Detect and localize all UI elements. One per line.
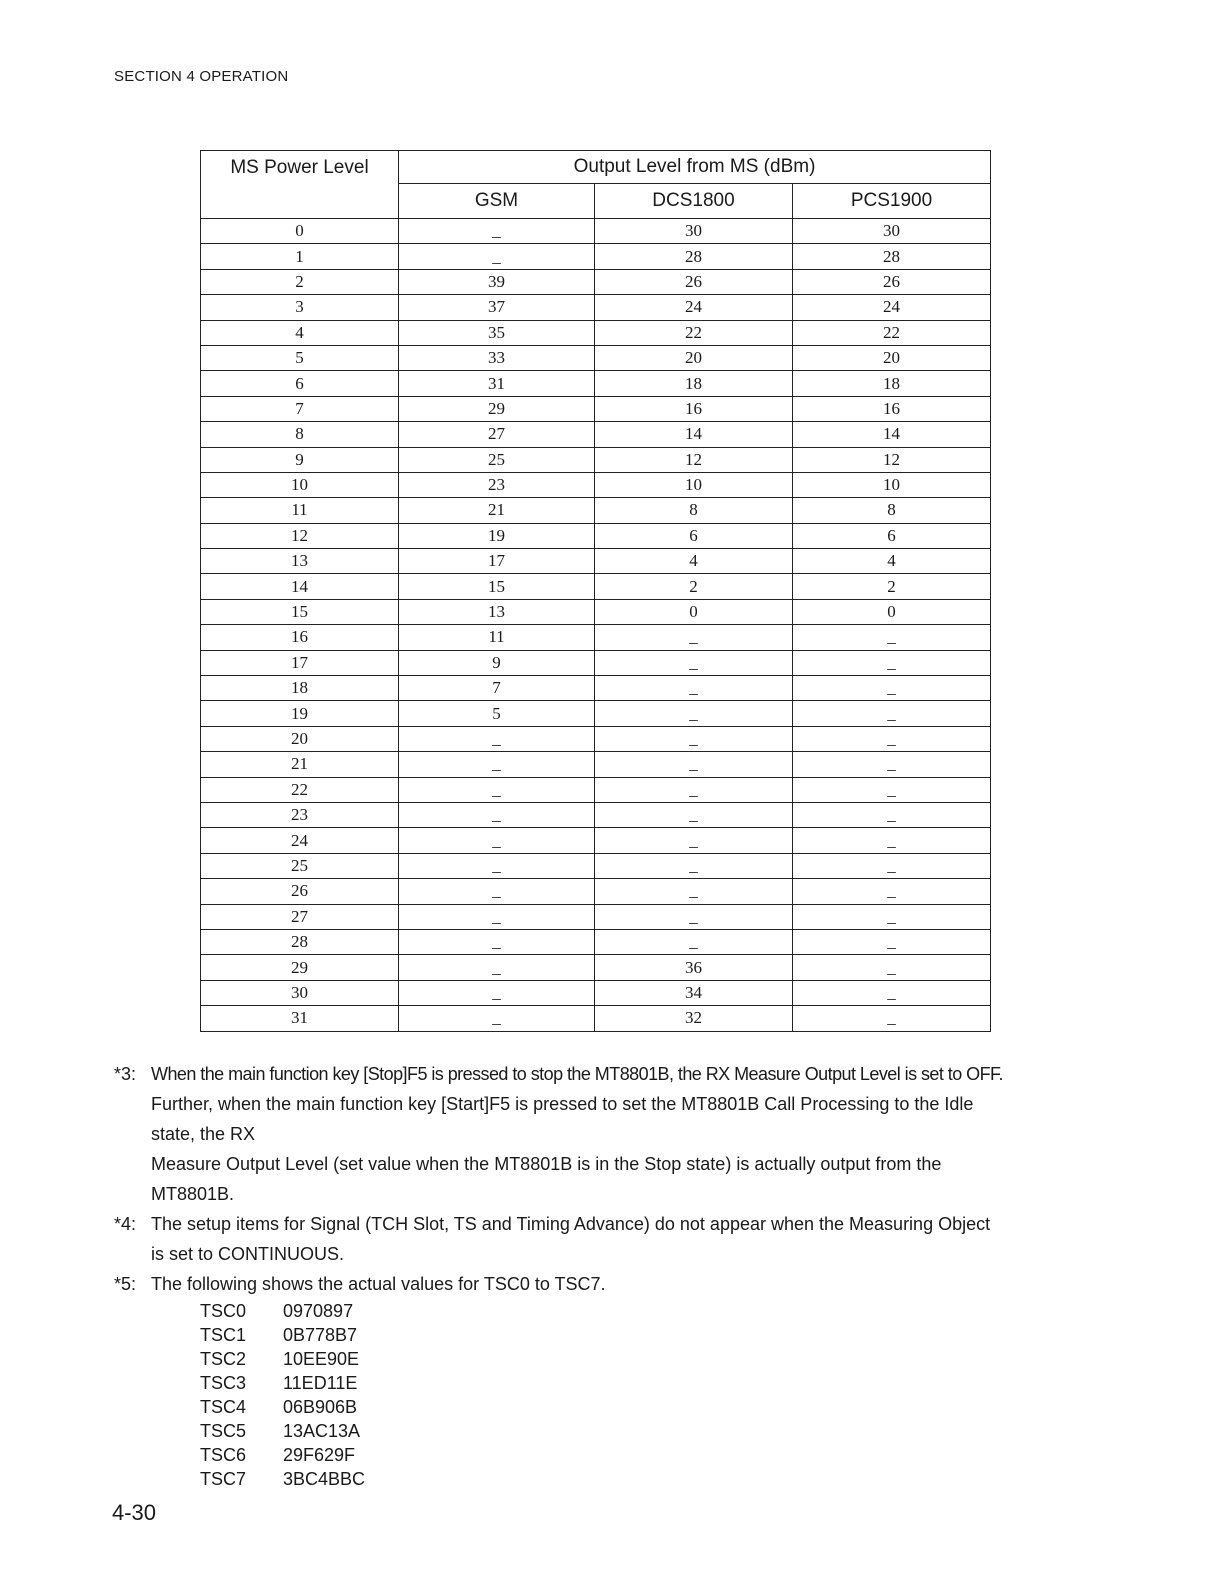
tsc-name: TSC2 [200, 1349, 247, 1369]
cell-ms-level: 30 [201, 980, 399, 1005]
cell-ms-level: 18 [201, 676, 399, 701]
table-row [201, 295, 991, 320]
cell-pcs1900: 4 [793, 549, 991, 574]
cell-dcs1800: 8 [595, 498, 793, 523]
cell-dcs1800: _ [595, 929, 793, 954]
cell-dcs1800: _ [595, 701, 793, 726]
table-row [201, 219, 991, 244]
table-row [201, 269, 991, 294]
table-row [201, 244, 991, 269]
cell-pcs1900: 24 [793, 295, 991, 320]
cell-pcs1900: 22 [793, 320, 991, 345]
cell-ms-level: 0 [201, 219, 399, 244]
cell-dcs1800: 14 [595, 422, 793, 447]
cell-ms-level: 29 [201, 955, 399, 980]
cell-gsm: _ [399, 1006, 595, 1031]
cell-dcs1800: _ [595, 853, 793, 878]
cell-pcs1900: 6 [793, 523, 991, 548]
tsc-value: 13AC13A [283, 1421, 361, 1441]
cell-dcs1800: 32 [595, 1006, 793, 1031]
cell-ms-level: 22 [201, 777, 399, 802]
cell-gsm: 7 [399, 676, 595, 701]
cell-gsm: 19 [399, 523, 595, 548]
table-row [201, 371, 991, 396]
note-line: is set to CONTINUOUS. [151, 1244, 345, 1264]
cell-ms-level: 26 [201, 879, 399, 904]
cell-pcs1900: 8 [793, 498, 991, 523]
cell-dcs1800: 34 [595, 980, 793, 1005]
cell-ms-level: 16 [201, 625, 399, 650]
cell-pcs1900: _ [793, 650, 991, 675]
tsc-name: TSC7 [200, 1469, 247, 1489]
cell-ms-level: 14 [201, 574, 399, 599]
note-5 [114, 1269, 1094, 1299]
table-row [201, 853, 991, 878]
cell-ms-level: 31 [201, 1006, 399, 1031]
cell-ms-level: 28 [201, 929, 399, 954]
note-line: MT8801B. [151, 1184, 235, 1204]
tsc-value: 0B778B7 [283, 1325, 358, 1345]
table-row [201, 676, 991, 701]
cell-pcs1900: 12 [793, 447, 991, 472]
table-row [201, 320, 991, 345]
table-row [201, 828, 991, 853]
table-row [201, 726, 991, 751]
cell-ms-level: 9 [201, 447, 399, 472]
cell-dcs1800: 18 [595, 371, 793, 396]
table-row [201, 472, 991, 497]
cell-gsm: _ [399, 828, 595, 853]
cell-gsm: _ [399, 219, 595, 244]
cell-gsm: _ [399, 904, 595, 929]
cell-pcs1900: _ [793, 904, 991, 929]
cell-ms-level: 7 [201, 396, 399, 421]
cell-pcs1900: _ [793, 676, 991, 701]
cell-dcs1800: _ [595, 726, 793, 751]
table-row [201, 599, 991, 624]
cell-gsm: 17 [399, 549, 595, 574]
cell-gsm: 15 [399, 574, 595, 599]
cell-gsm: _ [399, 726, 595, 751]
cell-dcs1800: 2 [595, 574, 793, 599]
cell-pcs1900: _ [793, 853, 991, 878]
cell-ms-level: 27 [201, 904, 399, 929]
cell-pcs1900: 10 [793, 472, 991, 497]
tsc-row [200, 1395, 1094, 1419]
cell-ms-level: 5 [201, 345, 399, 370]
cell-gsm: 5 [399, 701, 595, 726]
header-pcs1900: PCS1900 [793, 184, 991, 219]
tsc-value: 3BC4BBC [283, 1469, 366, 1489]
tsc-row [200, 1419, 1094, 1443]
table-row [201, 447, 991, 472]
note-marker: *5: [114, 1274, 137, 1294]
cell-pcs1900: _ [793, 828, 991, 853]
cell-dcs1800: 20 [595, 345, 793, 370]
table-row [201, 396, 991, 421]
cell-ms-level: 15 [201, 599, 399, 624]
table-row [201, 879, 991, 904]
cell-dcs1800: _ [595, 904, 793, 929]
note-line: Measure Output Level (set value when the MT8801B is in the Stop state) is actually output from the [151, 1154, 942, 1174]
cell-pcs1900: 20 [793, 345, 991, 370]
cell-dcs1800: 26 [595, 269, 793, 294]
cell-gsm: _ [399, 752, 595, 777]
table-row [201, 498, 991, 523]
note-marker: *4: [114, 1214, 137, 1234]
note-line: Further, when the main function key [Start]F5 is pressed to set the MT8801B Call Processing to the Idle [151, 1094, 974, 1114]
notes [114, 1059, 1094, 1491]
tsc-name: TSC6 [200, 1445, 247, 1465]
cell-dcs1800: _ [595, 828, 793, 853]
cell-gsm: 11 [399, 625, 595, 650]
cell-ms-level: 6 [201, 371, 399, 396]
tsc-row [200, 1443, 1094, 1467]
cell-dcs1800: 30 [595, 219, 793, 244]
note-marker: *3: [114, 1064, 137, 1084]
cell-pcs1900: 16 [793, 396, 991, 421]
table-row [201, 802, 991, 827]
cell-pcs1900: _ [793, 929, 991, 954]
cell-dcs1800: 12 [595, 447, 793, 472]
cell-ms-level: 3 [201, 295, 399, 320]
cell-gsm: _ [399, 777, 595, 802]
tsc-name: TSC1 [200, 1325, 247, 1345]
cell-dcs1800: 36 [595, 955, 793, 980]
tsc-row [200, 1467, 1094, 1491]
cell-gsm: 27 [399, 422, 595, 447]
tsc-name: TSC4 [200, 1397, 247, 1417]
section-header: SECTION 4 OPERATION [114, 68, 289, 85]
table-row [201, 1006, 991, 1031]
cell-dcs1800: _ [595, 879, 793, 904]
table-row [201, 523, 991, 548]
cell-gsm: 13 [399, 599, 595, 624]
power-level-table [200, 150, 991, 1032]
cell-gsm: _ [399, 980, 595, 1005]
cell-pcs1900: 26 [793, 269, 991, 294]
note-line: When the main function key [Stop]F5 is pressed to stop the MT8801B, the RX Measure Output Level is set to OFF. [151, 1064, 1003, 1084]
tsc-list [200, 1299, 1094, 1491]
cell-gsm: 9 [399, 650, 595, 675]
cell-ms-level: 24 [201, 828, 399, 853]
cell-gsm: _ [399, 853, 595, 878]
table-row [201, 904, 991, 929]
cell-gsm: 31 [399, 371, 595, 396]
cell-gsm: 29 [399, 396, 595, 421]
table-row [201, 625, 991, 650]
cell-ms-level: 1 [201, 244, 399, 269]
cell-dcs1800: _ [595, 625, 793, 650]
cell-pcs1900: 14 [793, 422, 991, 447]
cell-ms-level: 4 [201, 320, 399, 345]
cell-dcs1800: _ [595, 777, 793, 802]
cell-ms-level: 13 [201, 549, 399, 574]
tsc-row [200, 1299, 1094, 1323]
tsc-value: 11ED11E [283, 1373, 358, 1393]
cell-ms-level: 11 [201, 498, 399, 523]
cell-gsm: 39 [399, 269, 595, 294]
cell-gsm: 35 [399, 320, 595, 345]
tsc-name: TSC5 [200, 1421, 247, 1441]
table-row [201, 980, 991, 1005]
note-line: The setup items for Signal (TCH Slot, TS and Timing Advance) do not appear when the Measuring Object [151, 1214, 991, 1234]
cell-dcs1800: 10 [595, 472, 793, 497]
note-line: The following shows the actual values for TSC0 to TSC7. [151, 1274, 606, 1294]
cell-gsm: 37 [399, 295, 595, 320]
cell-gsm: _ [399, 244, 595, 269]
tsc-row [200, 1323, 1094, 1347]
tsc-name: TSC3 [200, 1373, 247, 1393]
cell-dcs1800: 28 [595, 244, 793, 269]
cell-pcs1900: 28 [793, 244, 991, 269]
table-row [201, 929, 991, 954]
cell-pcs1900: _ [793, 980, 991, 1005]
tsc-value: 06B906B [283, 1397, 358, 1417]
cell-gsm: 23 [399, 472, 595, 497]
cell-gsm: 21 [399, 498, 595, 523]
header-ms-power-level: MS Power Level [201, 151, 399, 219]
table-row [201, 549, 991, 574]
table-row [201, 650, 991, 675]
note-line: state, the RX [151, 1124, 256, 1144]
cell-ms-level: 23 [201, 802, 399, 827]
cell-ms-level: 25 [201, 853, 399, 878]
cell-pcs1900: 18 [793, 371, 991, 396]
cell-gsm: 25 [399, 447, 595, 472]
header-gsm: GSM [399, 184, 595, 219]
page-number: 4-30 [112, 1500, 157, 1525]
tsc-row [200, 1371, 1094, 1395]
cell-ms-level: 12 [201, 523, 399, 548]
note-3 [114, 1059, 1094, 1209]
cell-gsm: _ [399, 929, 595, 954]
cell-gsm: _ [399, 802, 595, 827]
table-row [201, 422, 991, 447]
table-row [201, 345, 991, 370]
cell-pcs1900: _ [793, 955, 991, 980]
table-body [201, 219, 991, 1032]
tsc-value: 29F629F [283, 1445, 356, 1465]
cell-dcs1800: _ [595, 676, 793, 701]
cell-dcs1800: 16 [595, 396, 793, 421]
cell-pcs1900: 0 [793, 599, 991, 624]
cell-pcs1900: _ [793, 625, 991, 650]
cell-pcs1900: _ [793, 777, 991, 802]
cell-dcs1800: 4 [595, 549, 793, 574]
header-dcs1800: DCS1800 [595, 184, 793, 219]
cell-gsm: 33 [399, 345, 595, 370]
tsc-name: TSC0 [200, 1301, 247, 1321]
cell-dcs1800: _ [595, 802, 793, 827]
cell-pcs1900: _ [793, 701, 991, 726]
table-row [201, 955, 991, 980]
cell-ms-level: 2 [201, 269, 399, 294]
cell-gsm: _ [399, 955, 595, 980]
cell-pcs1900: _ [793, 879, 991, 904]
cell-ms-level: 10 [201, 472, 399, 497]
cell-pcs1900: 30 [793, 219, 991, 244]
cell-pcs1900: 2 [793, 574, 991, 599]
table-row [201, 777, 991, 802]
table-row [201, 752, 991, 777]
cell-dcs1800: 0 [595, 599, 793, 624]
table-row [201, 574, 991, 599]
cell-dcs1800: _ [595, 752, 793, 777]
table-row [201, 701, 991, 726]
cell-ms-level: 19 [201, 701, 399, 726]
cell-gsm: _ [399, 879, 595, 904]
cell-pcs1900: _ [793, 726, 991, 751]
cell-ms-level: 8 [201, 422, 399, 447]
cell-dcs1800: 6 [595, 523, 793, 548]
cell-ms-level: 21 [201, 752, 399, 777]
cell-pcs1900: _ [793, 752, 991, 777]
cell-ms-level: 20 [201, 726, 399, 751]
cell-dcs1800: _ [595, 650, 793, 675]
note-4 [114, 1209, 1094, 1269]
cell-dcs1800: 24 [595, 295, 793, 320]
tsc-value: 10EE90E [283, 1349, 360, 1369]
cell-dcs1800: 22 [595, 320, 793, 345]
tsc-row [200, 1347, 1094, 1371]
cell-ms-level: 17 [201, 650, 399, 675]
cell-pcs1900: _ [793, 1006, 991, 1031]
cell-pcs1900: _ [793, 802, 991, 827]
tsc-value: 0970897 [283, 1301, 354, 1321]
header-output-level: Output Level from MS (dBm) [399, 151, 991, 184]
